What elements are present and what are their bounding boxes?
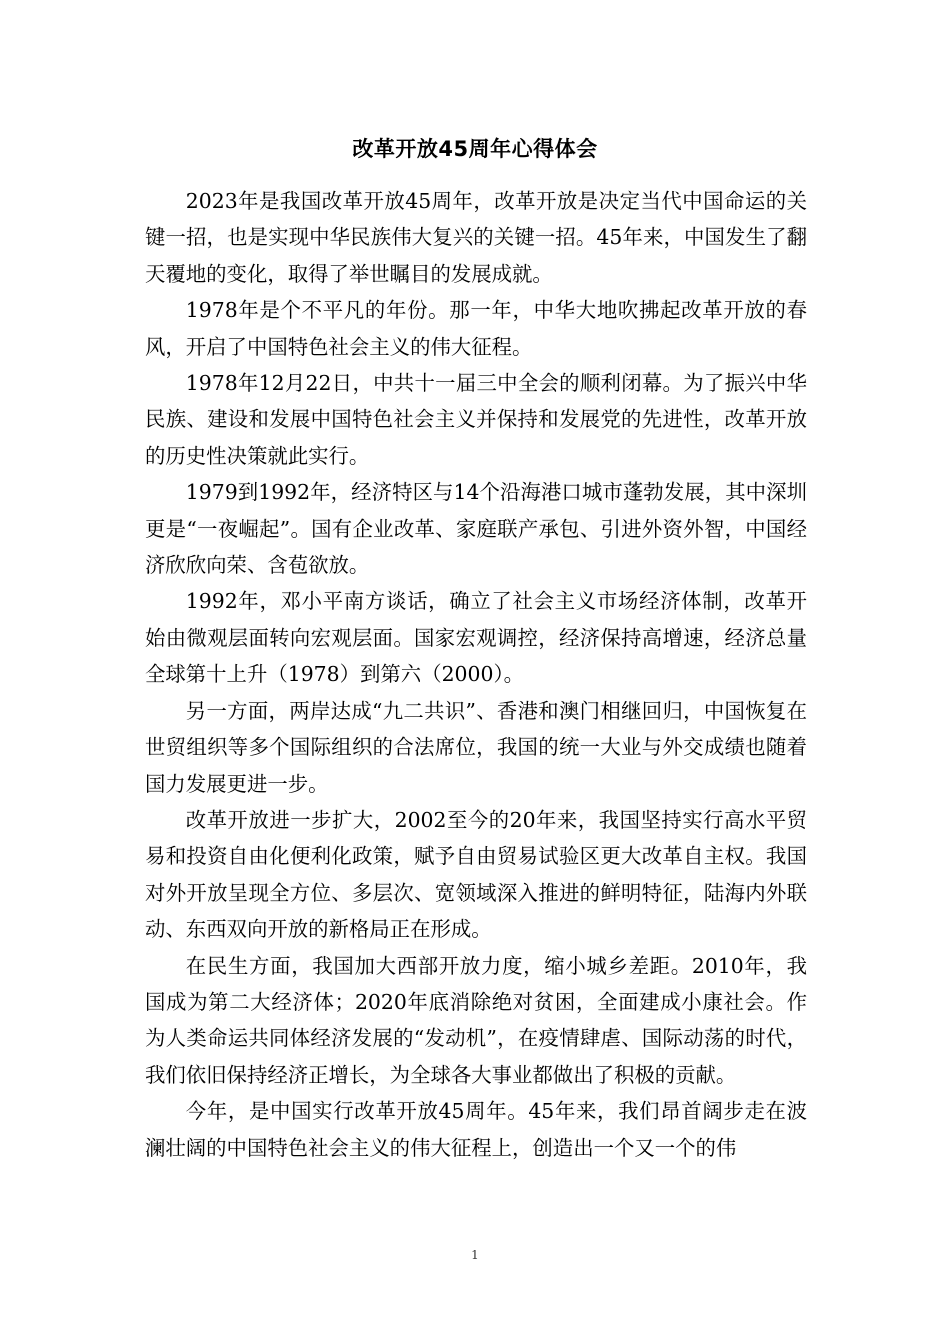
document-title: 改革开放45周年心得体会 — [352, 137, 598, 161]
document-body — [145, 183, 807, 1166]
paragraph: 1978年是个不平凡的年份。那一年，中华大地吹拂起改革开放的春风，开启了中国特色社会主义的伟大征程。 — [145, 298, 807, 359]
paragraph: 改革开放进一步扩大，2002至今的20年来，我国坚持实行高水平贸易和投资自由化便利化政策，赋予自由贸易试验区更大改革自主权。我国对外开放呈现全方位、多层次、宽领域深入推进的鲜明特征，陆海内外联动、东西双向开放的新格局正在形成。 — [145, 807, 807, 942]
paragraph: 1978年12月22日，中共十一届三中全会的顺利闭幕。为了振兴中华民族、建设和发展中国特色社会主义并保持和发展党的先进性，改革开放的历史性决策就此实行。 — [145, 371, 807, 468]
paragraph: 1992年，邓小平南方谈话，确立了社会主义市场经济体制，改革开始由微观层面转向宏观层面。国家宏观调控，经济保持高增速，经济总量全球第十上升（1978）到第六（2000）。 — [145, 589, 807, 687]
paragraph: 今年，是中国实行改革开放45周年。45年来，我们昂首阔步走在波澜壮阔的中国特色社会主义的伟大征程上，创造出一个又一个的伟 — [145, 1099, 807, 1160]
paragraph: 在民生方面，我国加大西部开放力度，缩小城乡差距。2010年，我国成为第二大经济体；2020年底消除绝对贫困，全面建成小康社会。作为人类命运共同体经济发展的“发动机”，在疫情肆虐、国际动荡的时代，我们依旧保持经济正增长，为全球各大事业都做出了积极的贡献。 — [145, 953, 807, 1087]
paragraph: 另一方面，两岸达成“九二共识”、香港和澳门相继回归，中国恢复在世贸组织等多个国际组织的合法席位，我国的统一大业与外交成绩也随着国力发展更进一步。 — [145, 698, 807, 796]
paragraph: 1979到1992年，经济特区与14个沿海港口城市蓬勃发展，其中深圳更是“一夜崛起”。国有企业改革、家庭联产承包、引进外资外智，中国经济欣欣向荣、含苞欲放。 — [145, 480, 807, 578]
page-number: 1 — [471, 1248, 479, 1262]
paragraph: 2023年是我国改革开放45周年，改革开放是决定当代中国命运的关键一招，也是实现中华民族伟大复兴的关键一招。45年来，中国发生了翻天覆地的变化，取得了举世瞩目的发展成就。 — [145, 189, 807, 286]
